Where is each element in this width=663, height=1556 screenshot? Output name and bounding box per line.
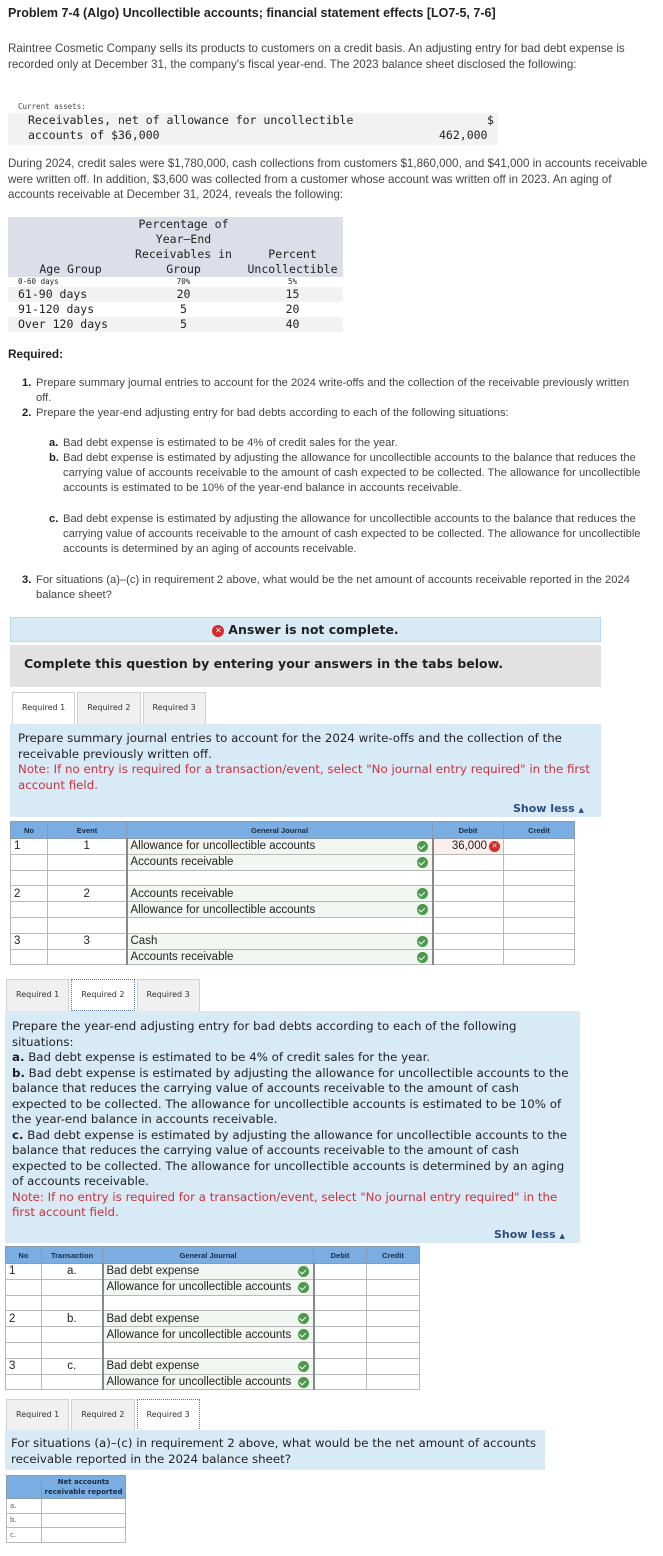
table-row: [7, 1528, 126, 1543]
check-icon: [298, 1329, 309, 1340]
tab-required-2[interactable]: Required 2: [71, 979, 134, 1011]
credit-input[interactable]: [504, 886, 575, 902]
account-select[interactable]: Bad debt expense: [103, 1264, 314, 1280]
credit-input[interactable]: [504, 839, 575, 855]
debit-input[interactable]: [433, 902, 504, 918]
credit-input[interactable]: [367, 1327, 420, 1343]
col-header-debit: Debit: [433, 822, 504, 839]
aging-header-uncollectible: Percent Uncollectible: [242, 217, 343, 277]
debit-input[interactable]: 36,000 ✕: [433, 839, 504, 855]
req1-note: Note: If no entry is required for a transaction/event, select "No journal entry required" in the first account field.: [18, 762, 591, 792]
sub-item-letter: b.: [49, 452, 59, 464]
credit-input[interactable]: [504, 854, 575, 870]
credit-input[interactable]: [367, 1358, 420, 1374]
account-select[interactable]: Cash: [127, 933, 433, 949]
transaction-letter: b.: [42, 1311, 103, 1327]
sub-item-c: Bad debt expense is estimated by adjusting the allowance for uncollectible accounts to the balance that reduces the carrying value of accounts receivable to the amount of cash expected to be collected. The allowance for uncollectible accounts is determined by an aging of accounts receivable.: [63, 513, 641, 555]
instruction-banner: Complete this question by entering your answers in the tabs below.: [10, 645, 601, 687]
debit-input[interactable]: [314, 1311, 367, 1327]
entry-no: [6, 1295, 42, 1311]
event-number: [48, 870, 127, 886]
row-label-header: [7, 1476, 42, 1499]
receivables-line-2: accounts of $36,000: [28, 128, 160, 142]
account-select[interactable]: Allowance for uncollectible accounts: [103, 1327, 314, 1343]
debit-input[interactable]: [314, 1342, 367, 1358]
check-icon: [298, 1377, 309, 1388]
event-number: 2: [48, 886, 127, 902]
req2-prompt: Prepare the year-end adjusting entry for bad debts according to each of the following situations:: [12, 1019, 517, 1049]
check-icon: [298, 1361, 309, 1372]
debit-input[interactable]: [433, 933, 504, 949]
required-item-3: For situations (a)–(c) in requirement 2 above, what would be the net amount of accounts receivable reported in the 2024 balance sheet?: [36, 574, 630, 601]
aging-cell: 5: [125, 317, 242, 332]
aging-cell: 0-60 days: [18, 277, 59, 286]
table-row: [11, 917, 575, 933]
account-select[interactable]: [103, 1342, 314, 1358]
entry-no: [11, 902, 48, 918]
check-icon: [417, 936, 428, 947]
table-row: [6, 1311, 420, 1327]
event-number: 3: [48, 933, 127, 949]
table-row: [6, 1264, 420, 1280]
table-row: [7, 1499, 126, 1514]
sub-item-b: Bad debt expense is estimated by adjusting the allowance for uncollectible accounts to the balance that reduces the carrying value of accounts receivable to the amount of cash expected to be collected. The allowance for uncollectible accounts is estimated to be 10% of the year-end balance in accounts receivable.: [63, 452, 641, 494]
table-row: [11, 949, 575, 965]
table-row: [11, 839, 575, 855]
problem-title: Problem 7-4 (Algo) Uncollectible accounts; financial statement effects [LO7-5, 7-6]: [8, 6, 496, 20]
tab-bar-req3: [6, 1399, 202, 1431]
check-icon: [417, 841, 428, 852]
debit-input[interactable]: [314, 1264, 367, 1280]
entry-no: [6, 1327, 42, 1343]
col-header-transaction: Transaction: [42, 1247, 103, 1264]
req1-prompt: Prepare summary journal entries to account for the 2024 write-offs and the collection of the receivable previously written off.: [18, 731, 562, 761]
tab-required-1[interactable]: Required 1: [12, 692, 75, 724]
required-heading: Required:: [8, 347, 64, 361]
table-row: [11, 902, 575, 918]
entry-no: [6, 1279, 42, 1295]
entry-no: 1: [11, 839, 48, 855]
during-2024-paragraph: During 2024, credit sales were $1,780,000, cash collections from customers $1,860,000, and $41,000 in accounts receivable were written off. In addition, $3,600 was collected from a customer whose account was written off in 2023. An aging of accounts receivable at December 31, 2024, reveals the following:: [8, 157, 648, 201]
req2-item-b: b. Bad debt expense is estimated by adjusting the allowance for uncollectible accounts to the balance that reduces the carrying value of accounts receivable to the amount of cash expected to be collected. The allowance for uncollectible accounts is estimated to be 10% of the year-end balance in accounts receivable.: [12, 1065, 569, 1126]
account-select[interactable]: [127, 917, 433, 933]
alert-text: Answer is not complete.: [228, 622, 399, 637]
account-select[interactable]: Allowance for uncollectible accounts: [103, 1279, 314, 1295]
entry-no: [6, 1342, 42, 1358]
account-select[interactable]: Accounts receivable: [127, 949, 433, 965]
required-item-number: 3.: [22, 574, 32, 586]
credit-input[interactable]: [367, 1279, 420, 1295]
account-select[interactable]: Bad debt expense: [103, 1358, 314, 1374]
aging-cell: 5: [180, 302, 187, 316]
required-item-1: Prepare summary journal entries to account for the 2024 write-offs and the collection of the receivable previously written off.: [36, 377, 630, 404]
account-select[interactable]: [103, 1295, 314, 1311]
situation-label: b.: [7, 1513, 42, 1528]
table-row: [7, 1513, 126, 1528]
tab-required-2[interactable]: Required 2: [77, 692, 140, 724]
check-icon: [298, 1282, 309, 1293]
debit-input[interactable]: [433, 870, 504, 886]
req1-journal-table: [10, 821, 575, 965]
debit-input[interactable]: [314, 1279, 367, 1295]
account-select[interactable]: Accounts receivable: [127, 854, 433, 870]
aging-cell: 20: [125, 287, 242, 302]
table-row: [6, 1327, 420, 1343]
aging-cell: 20: [285, 302, 300, 316]
aging-table: [8, 217, 343, 332]
show-less-link[interactable]: Show less ▲: [513, 802, 584, 815]
transaction-letter: [42, 1374, 103, 1390]
req3-prompt: For situations (a)–(c) in requirement 2 above, what would be the net amount of accounts receivable reported in the 2024 balance sheet?: [11, 1436, 537, 1466]
current-assets-label: Current assets:: [18, 102, 86, 111]
transaction-letter: [42, 1342, 103, 1358]
req2-journal-table: [5, 1246, 420, 1390]
col-header-general-journal: General Journal: [103, 1247, 314, 1264]
account-select[interactable]: Bad debt expense: [103, 1311, 314, 1327]
event-number: [48, 902, 127, 918]
credit-input[interactable]: [367, 1264, 420, 1280]
debit-input[interactable]: [314, 1327, 367, 1343]
credit-input[interactable]: [504, 902, 575, 918]
tab-required-3[interactable]: Required 3: [143, 692, 206, 724]
tab-required-1[interactable]: Required 1: [6, 979, 69, 1011]
check-icon: [417, 904, 428, 915]
account-select[interactable]: Accounts receivable: [127, 886, 433, 902]
net-receivable-input[interactable]: [42, 1513, 126, 1528]
col-header-event: Event: [48, 822, 127, 839]
aging-cell: 70%: [176, 277, 191, 286]
triangle-up-icon: ▲: [559, 1232, 565, 1240]
tab-required-3[interactable]: Required 3: [137, 1399, 200, 1431]
col-header-net-receivable: Net accounts receivable reported: [42, 1476, 126, 1499]
col-header-no: No: [11, 822, 48, 839]
aging-cell: 61-90 days: [8, 287, 125, 302]
error-x-icon: ✕: [489, 841, 500, 852]
check-icon: [298, 1266, 309, 1277]
table-row: [11, 854, 575, 870]
aging-cell: 40: [242, 317, 343, 332]
sub-item-letter: c.: [49, 513, 59, 525]
table-row: [6, 1279, 420, 1295]
show-less-link[interactable]: Show less ▲: [494, 1228, 565, 1241]
aging-cell: 15: [242, 287, 343, 302]
currency-symbol: $: [487, 113, 494, 127]
req2-item-a: a. Bad debt expense is estimated to be 4% of credit sales for the year.: [12, 1050, 431, 1064]
transaction-letter: [42, 1327, 103, 1343]
entry-no: [11, 854, 48, 870]
required-item-number: 1.: [22, 377, 32, 389]
debit-input[interactable]: [433, 854, 504, 870]
entry-no: [6, 1374, 42, 1390]
account-select[interactable]: Allowance for uncollectible accounts: [103, 1374, 314, 1390]
req3-instructions-panel: [5, 1430, 545, 1470]
aging-cell: 91-120 days: [18, 302, 95, 316]
triangle-up-icon: ▲: [578, 806, 584, 814]
entry-no: 2: [11, 886, 48, 902]
table-row: [11, 886, 575, 902]
tab-bar-req2: [6, 979, 202, 1011]
credit-input[interactable]: [367, 1342, 420, 1358]
account-select[interactable]: Allowance for uncollectible accounts: [127, 839, 433, 855]
account-select[interactable]: Allowance for uncollectible accounts: [127, 902, 433, 918]
transaction-letter: [42, 1279, 103, 1295]
transaction-letter: c.: [42, 1358, 103, 1374]
entry-no: 3: [11, 933, 48, 949]
tab-required-3[interactable]: Required 3: [137, 979, 200, 1011]
entry-no: [11, 949, 48, 965]
check-icon: [298, 1313, 309, 1324]
debit-input[interactable]: [433, 886, 504, 902]
debit-input[interactable]: [433, 917, 504, 933]
net-receivable-input[interactable]: [42, 1528, 126, 1543]
situation-label: c.: [7, 1528, 42, 1543]
col-header-general-journal: General Journal: [127, 822, 433, 839]
req2-instructions-panel: [5, 1011, 580, 1243]
aging-header-percentage: Percentage of Year–End Receivables in Group: [125, 217, 242, 277]
event-number: [48, 917, 127, 933]
entry-no: 3: [6, 1358, 42, 1374]
req2-note: Note: If no entry is required for a transaction/event, select "No journal entry required" in the first account field.: [12, 1189, 558, 1219]
event-number: 1: [48, 839, 127, 855]
sub-item-a: Bad debt expense is estimated to be 4% of credit sales for the year.: [63, 437, 398, 449]
credit-input[interactable]: [504, 949, 575, 965]
tab-required-1[interactable]: Required 1: [6, 1399, 69, 1431]
check-icon: [417, 888, 428, 899]
tab-bar-req1: [12, 692, 208, 724]
credit-input[interactable]: [504, 933, 575, 949]
answer-incomplete-alert: [10, 617, 601, 642]
entry-no: 2: [6, 1311, 42, 1327]
receivables-line-1: Receivables, net of allowance for uncollectible: [28, 113, 354, 127]
required-item-2: Prepare the year-end adjusting entry for bad debts according to each of the following situations:: [36, 407, 509, 419]
col-header-debit: Debit: [314, 1247, 367, 1264]
check-icon: [417, 952, 428, 963]
intro-paragraph: Raintree Cosmetic Company sells its products to customers on a credit basis. An adjusting entry for bad debt expense is recorded only at December 31, the company's fiscal year-end. The 2023 balance sheet disclosed the following:: [8, 42, 625, 71]
table-row: [6, 1358, 420, 1374]
req3-net-receivable-table: [6, 1475, 126, 1543]
debit-input[interactable]: [314, 1358, 367, 1374]
transaction-letter: a.: [42, 1264, 103, 1280]
table-row: [6, 1295, 420, 1311]
credit-input[interactable]: [367, 1374, 420, 1390]
receivables-amount: 462,000: [439, 128, 488, 142]
debit-input[interactable]: [314, 1374, 367, 1390]
aging-cell: 5%: [287, 277, 298, 286]
sub-item-letter: a.: [49, 437, 59, 449]
credit-input[interactable]: [367, 1295, 420, 1311]
req2-item-c: c. Bad debt expense is estimated by adjusting the allowance for uncollectible accounts to the balance that reduces the carrying value of accounts receivable to the amount of cash expected to be collected. The allowance for uncollectible accounts is determined by an aging of accounts receivable.: [12, 1127, 567, 1188]
aging-header-age-group: Age Group: [8, 217, 125, 277]
entry-no: 1: [6, 1264, 42, 1280]
transaction-letter: [42, 1295, 103, 1311]
table-row: [11, 870, 575, 886]
tab-required-2[interactable]: Required 2: [71, 1399, 134, 1431]
credit-input[interactable]: [367, 1311, 420, 1327]
entry-no: [11, 870, 48, 886]
col-header-credit: Credit: [504, 822, 575, 839]
debit-input[interactable]: [314, 1295, 367, 1311]
aging-cell: Over 120 days: [8, 317, 125, 332]
credit-input[interactable]: [504, 870, 575, 886]
event-number: [48, 949, 127, 965]
entry-no: [11, 917, 48, 933]
situation-label: a.: [7, 1499, 42, 1514]
table-row: [11, 933, 575, 949]
error-icon: ✕: [212, 625, 224, 637]
check-icon: [417, 857, 428, 868]
required-item-number: 2.: [22, 407, 32, 419]
table-row: [6, 1342, 420, 1358]
table-row: [6, 1374, 420, 1390]
event-number: [48, 854, 127, 870]
debit-input[interactable]: [433, 949, 504, 965]
credit-input[interactable]: [504, 917, 575, 933]
col-header-no: No: [6, 1247, 42, 1264]
account-select[interactable]: [127, 870, 433, 886]
net-receivable-input[interactable]: [42, 1499, 126, 1514]
col-header-credit: Credit: [367, 1247, 420, 1264]
